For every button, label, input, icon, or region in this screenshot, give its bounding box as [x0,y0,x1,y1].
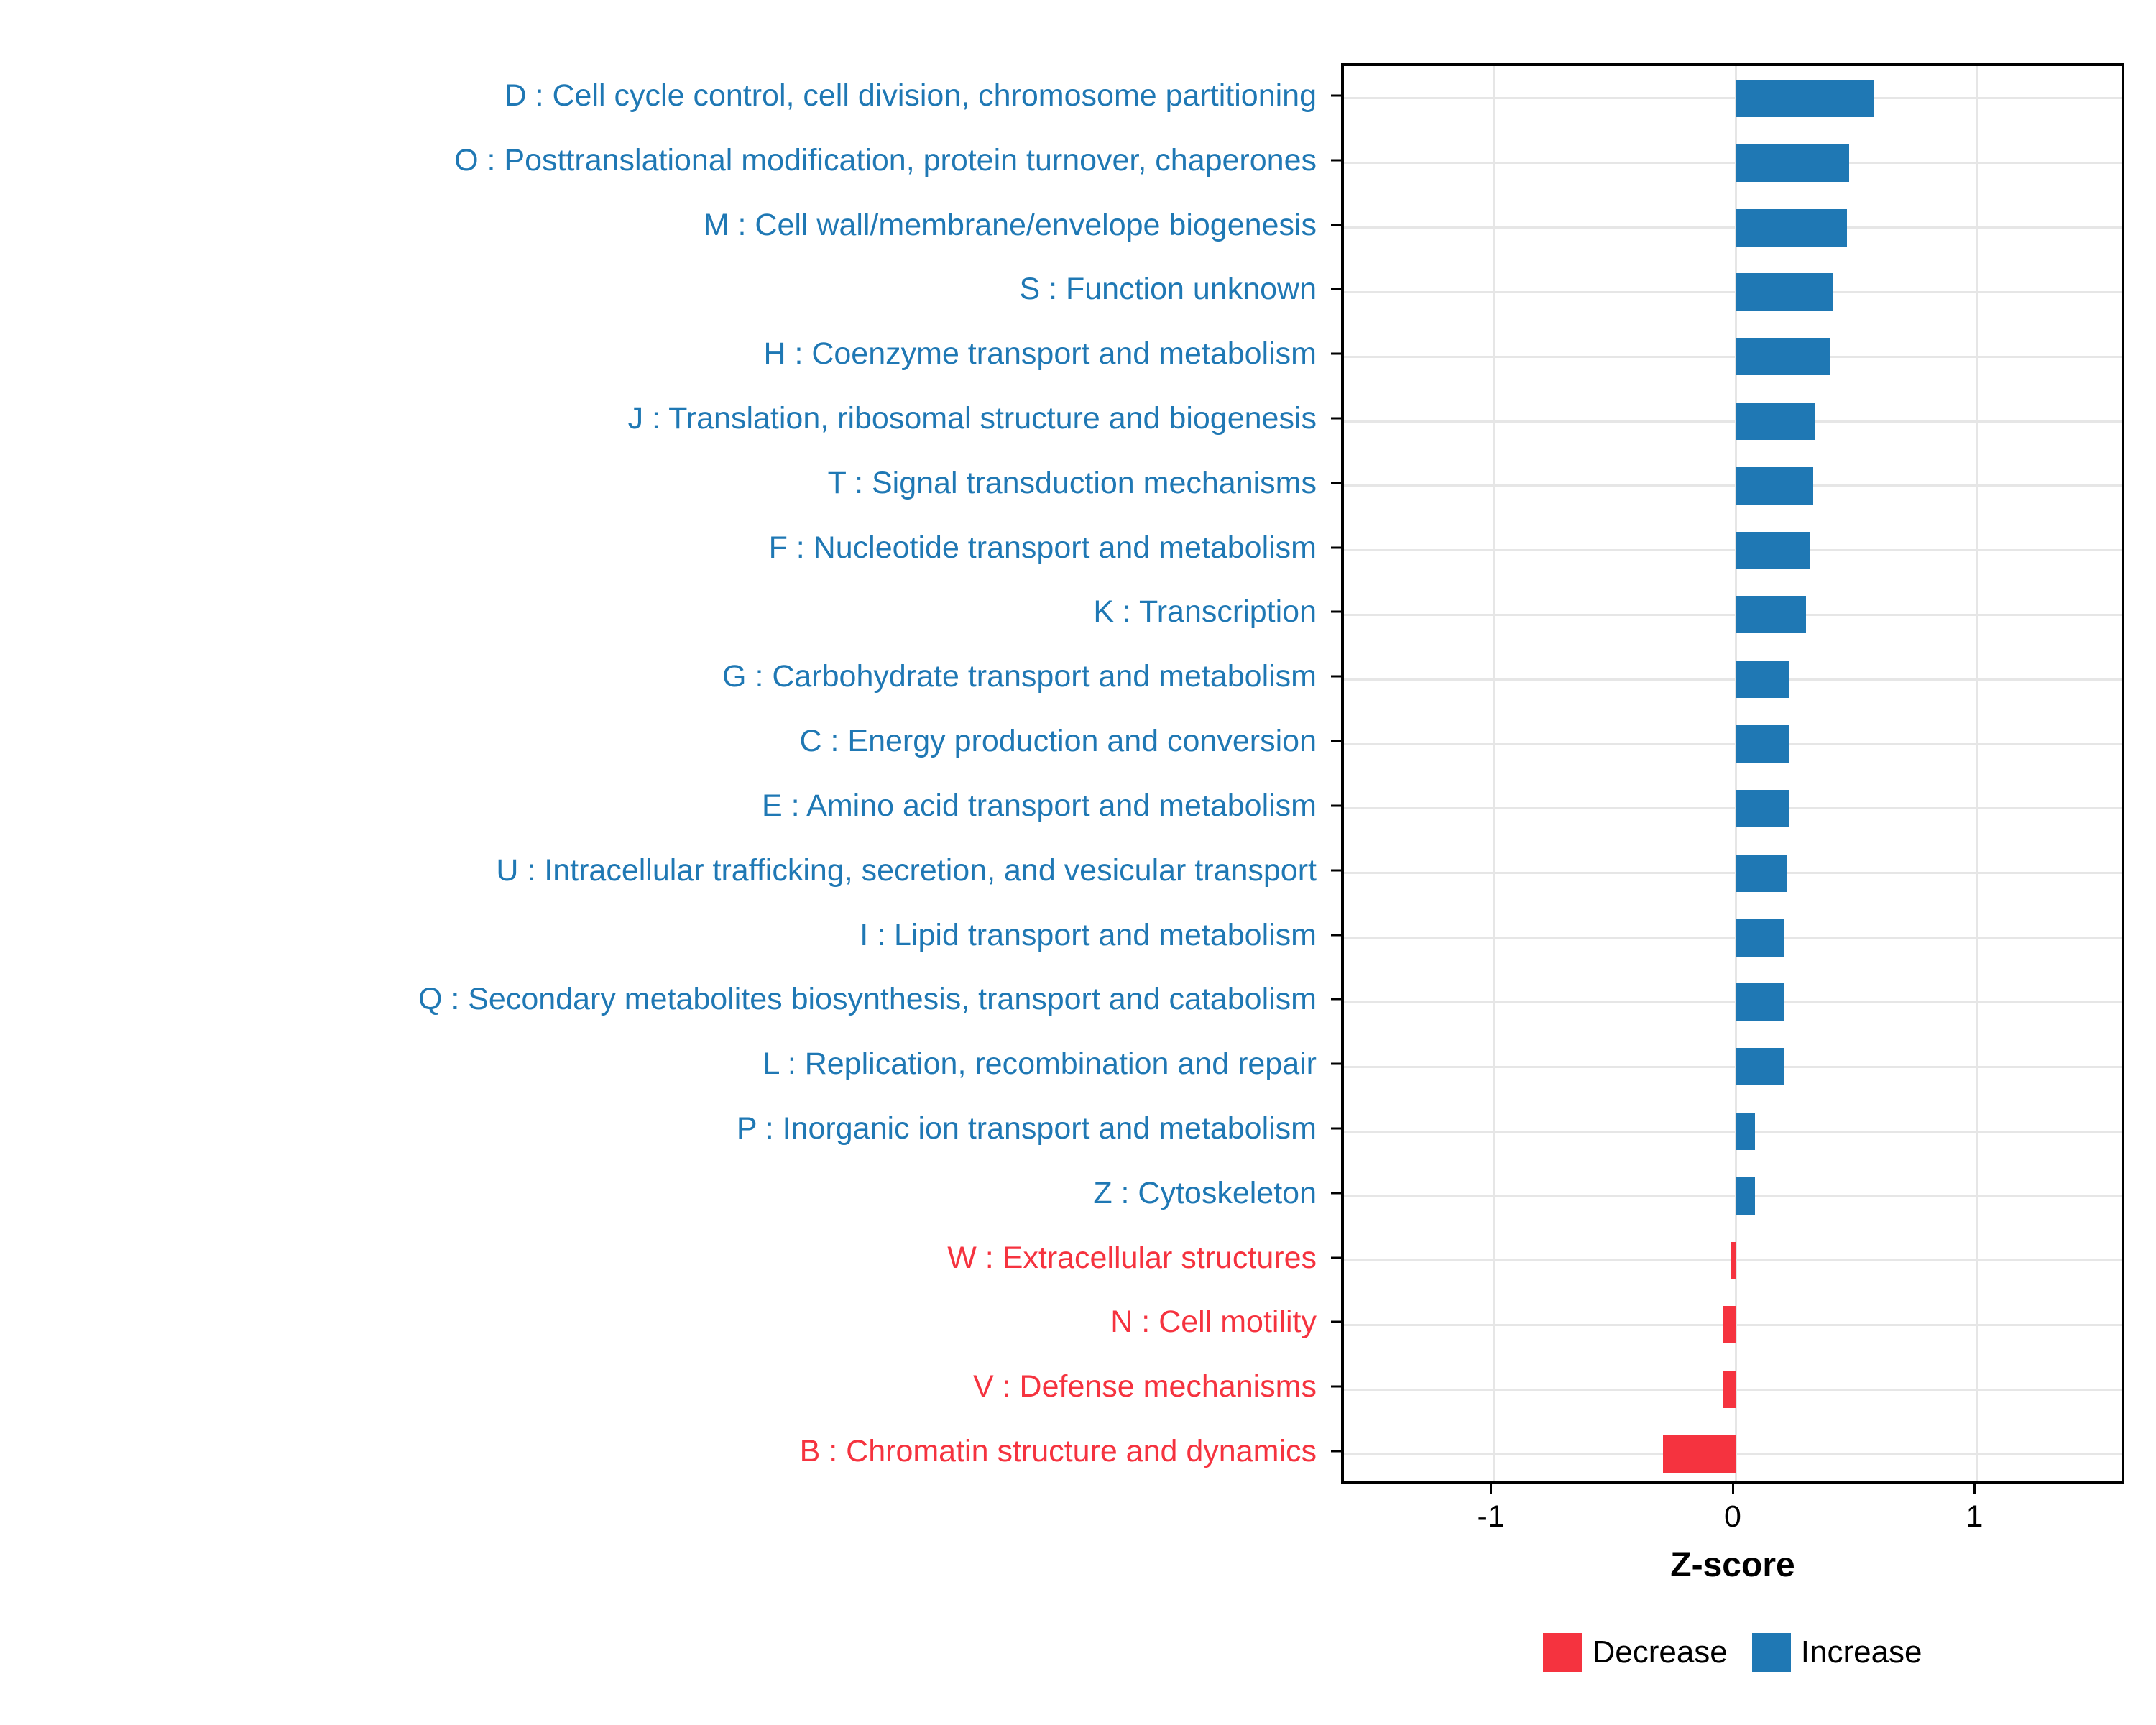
x-axis-tick [1973,1484,1976,1494]
category-label: Q : Secondary metabolites biosynthesis, transport and catabolism [418,982,1317,1017]
bar [1736,725,1789,763]
x-axis-title: Z-score [1670,1546,1795,1584]
category-label: I : Lipid transport and metabolism [860,917,1317,952]
bar [1736,273,1833,310]
category-label: S : Function unknown [1019,272,1317,307]
category-label: O : Posttranslational modification, protein turnover, chaperones [454,142,1317,178]
y-axis-tick [1331,611,1341,613]
category-label: K : Transcription [1093,594,1317,630]
bar [1723,1371,1736,1408]
category-label: B : Chromatin structure and dynamics [799,1434,1317,1469]
category-label: N : Cell motility [1110,1305,1317,1340]
bar [1736,1113,1755,1150]
y-axis-tick [1331,546,1341,548]
y-axis-tick [1331,1128,1341,1130]
y-axis-tick [1331,869,1341,871]
y-axis-tick [1331,288,1341,290]
category-label: F : Nucleotide transport and metabolism [768,530,1317,565]
y-axis-tick [1331,482,1341,484]
bar [1736,80,1874,117]
legend-label-increase: Increase [1800,1634,1922,1670]
y-axis-tick [1331,804,1341,806]
legend-swatch-increase-icon [1752,1633,1791,1672]
y-axis-tick [1331,998,1341,1000]
category-axis-labels [0,63,1341,1484]
legend-item-decrease [1543,1633,1727,1672]
y-axis-tick [1331,1450,1341,1453]
bar [1736,919,1784,957]
category-label: J : Translation, ribosomal structure and biogenesis [627,401,1317,436]
bar [1736,144,1849,182]
bar [1736,338,1830,375]
y-axis-tick [1331,676,1341,678]
legend-item-increase [1752,1633,1922,1672]
plot-area [1341,63,2124,1484]
bar [1663,1435,1736,1473]
bar [1736,209,1847,247]
category-label: E : Amino acid transport and metabolism [762,788,1317,823]
category-label: C : Energy production and conversion [799,724,1317,759]
bars [1344,66,2122,1481]
category-label: D : Cell cycle control, cell division, chromosome partitioning [504,78,1317,113]
x-axis-tick-label: 0 [1724,1499,1741,1534]
bar [1736,790,1789,827]
y-axis-tick [1331,740,1341,742]
category-label: T : Signal transduction mechanisms [827,465,1317,500]
legend [1341,1633,2124,1672]
bar [1731,1242,1736,1279]
x-axis-tick-label: 1 [1966,1499,1984,1534]
y-axis-tick [1331,1192,1341,1194]
bar [1736,532,1810,569]
y-axis-tick [1331,94,1341,96]
y-axis-tick [1331,934,1341,936]
bar [1736,596,1806,633]
y-axis-tick [1331,1256,1341,1259]
y-axis-tick [1331,353,1341,355]
bar [1736,855,1787,892]
y-axis-tick [1331,224,1341,226]
y-axis-tick [1331,418,1341,420]
x-axis-tick [1490,1484,1492,1494]
bar [1736,661,1789,698]
bar [1736,1177,1755,1215]
category-label: L : Replication, recombination and repair [763,1046,1317,1082]
bar [1723,1306,1736,1343]
legend-label-decrease: Decrease [1592,1634,1728,1670]
y-axis-tick [1331,1386,1341,1388]
category-label: W : Extracellular structures [947,1240,1317,1275]
bar [1736,1048,1784,1085]
category-label: P : Inorganic ion transport and metabolism [736,1111,1317,1146]
x-axis-tick-label: -1 [1477,1499,1505,1534]
category-label: M : Cell wall/membrane/envelope biogenesis [703,207,1317,242]
bar [1736,467,1813,505]
y-axis-tick [1331,159,1341,161]
bar [1736,402,1815,440]
category-label: G : Carbohydrate transport and metabolism [722,659,1317,694]
legend-swatch-decrease-icon [1543,1633,1582,1672]
x-axis-tick [1732,1484,1734,1494]
category-label: U : Intracellular trafficking, secretion, and vesicular transport [496,852,1317,888]
y-axis-tick [1331,1321,1341,1323]
category-label: H : Coenzyme transport and metabolism [763,336,1317,372]
category-label: V : Defense mechanisms [973,1369,1317,1404]
category-label: Z : Cytoskeleton [1093,1175,1317,1210]
bar [1736,983,1784,1021]
y-axis-tick [1331,1063,1341,1065]
